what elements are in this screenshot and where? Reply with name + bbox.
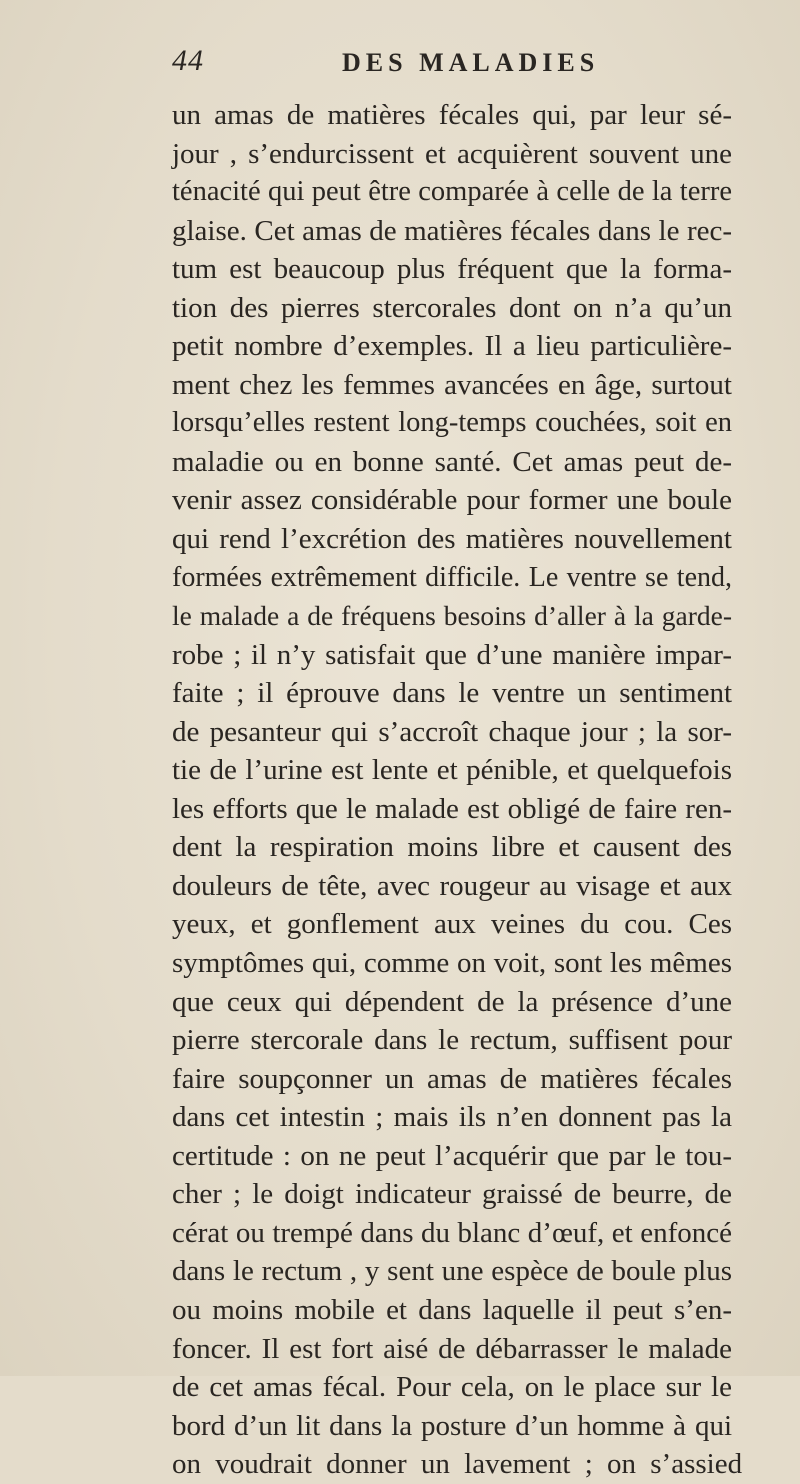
text-line: certitude : on ne peut l’acquérir que par le tou- [172, 1139, 732, 1172]
text-line: dans cet intestin ; mais ils n’en donnent pas la [172, 1101, 732, 1134]
text-line: cher ; le doigt indicateur graissé de beurre, de [172, 1178, 732, 1211]
text-line: bord d’un lit dans la posture d’un homme à qui [172, 1409, 732, 1442]
text-line: lorsqu’elles restent long-temps couchées, soit en [172, 407, 732, 439]
text-line: dent la respiration moins libre et causent des [172, 831, 732, 864]
text-line: les efforts que le malade est obligé de faire ren- [172, 792, 732, 825]
text-line: symptômes qui, comme on voit, sont les mêmes [172, 947, 732, 980]
page-number: 44 [172, 44, 204, 77]
text-line: maladie ou en bonne santé. Cet amas peut de- [172, 445, 732, 478]
text-line: tie de l’urine est lente et pénible, et quelquefois [172, 754, 732, 787]
text-line: tion des pierres stercorales dont on n’a qu’un [172, 291, 732, 324]
text-line: pierre stercorale dans le rectum, suffisent pour [172, 1024, 732, 1057]
body-text [172, 96, 743, 1484]
text-line: formées extrêmement difficile. Le ventre se tend, [172, 561, 732, 593]
text-line: jour , s’endurcissent et acquièrent souvent une [172, 137, 732, 170]
text-line: un amas de matières fécales qui, par leur sé- [172, 99, 732, 131]
text-line: faire soupçonner un amas de matières fécales [172, 1062, 732, 1095]
text-line: foncer. Il est fort aisé de débarrasser le malade [172, 1332, 732, 1365]
running-title: DES MALADIES [342, 48, 600, 77]
text-line: venir assez considérable pour former une boule [172, 484, 732, 517]
text-line: yeux, et gonflement aux veines du cou. Ces [172, 908, 732, 941]
text-line: le malade a de fréquens besoins d’aller à la garde- [172, 600, 732, 632]
text-line: de pesanteur qui s’accroît chaque jour ; la sor- [172, 715, 732, 748]
text-line: petit nombre d’exemples. Il a lieu particulière- [172, 330, 732, 363]
text-line: ment chez les femmes avancées en âge, surtout [172, 368, 732, 401]
text-line: douleurs de tête, avec rougeur au visage et aux [172, 869, 732, 902]
text-line: ou moins mobile et dans laquelle il peut s’en- [172, 1293, 732, 1326]
text-line: dans le rectum , y sent une espèce de boule plus [172, 1255, 732, 1288]
text-line: que ceux qui dépendent de la présence d’une [172, 985, 732, 1018]
text-line: glaise. Cet amas de matières fécales dans le rec- [172, 214, 732, 247]
text-line: on voudrait donner un lavement ; on s’assied [172, 1448, 743, 1481]
text-line: ténacité qui peut être comparée à celle de la terre [172, 176, 732, 208]
text-line: tum est beaucoup plus fréquent que la forma- [172, 253, 732, 286]
text-line: robe ; il n’y satisfait que d’une manière impar- [172, 638, 732, 671]
text-line: de cet amas fécal. Pour cela, on le place sur le [172, 1371, 732, 1404]
text-line: faite ; il éprouve dans le ventre un sentiment [172, 677, 732, 710]
running-head [172, 44, 732, 84]
text-line: qui rend l’excrétion des matières nouvellement [172, 523, 732, 556]
text-line: cérat ou trempé dans du blanc d’œuf, et enfoncé [172, 1216, 732, 1249]
